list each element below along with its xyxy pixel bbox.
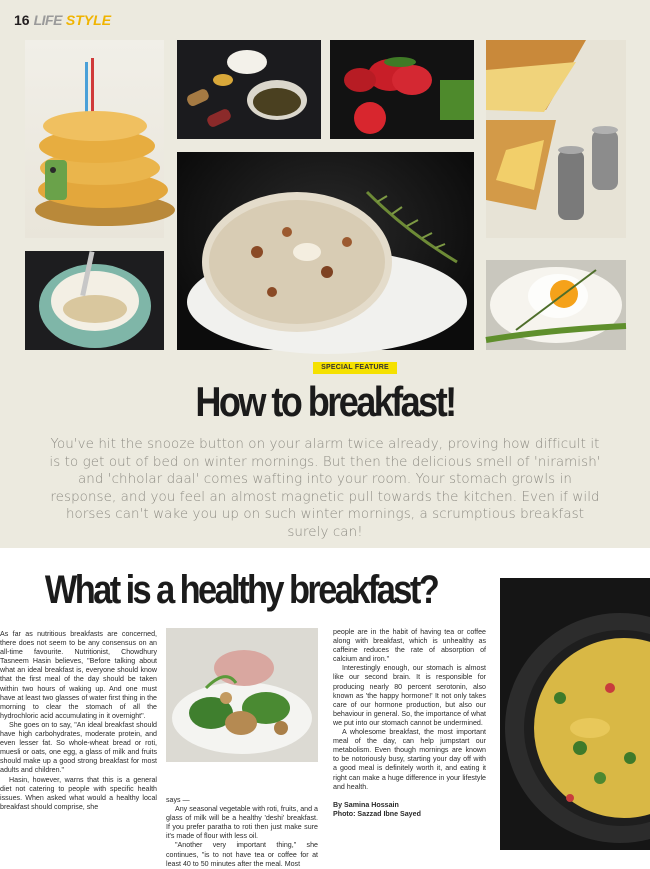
fried-egg-photo bbox=[486, 260, 626, 350]
feature-intro: You've hit the snooze button on your alarm twice already, proving how difficult it is to get out of bed on winter mornings. But then the delicious smell of 'niramish' and 'chholar daal' comes wafting into your room. Your stomach growls in response, and you feel an almost magnetic pull towards the kitchen. Even if wild horses can't wake you up on such winter mornings, a scrumptious breakfast surely can! bbox=[49, 437, 601, 540]
paragraph: Any seasonal vegetable with roti, fruits, and a glass of milk will be a healthy 'deshi' breakfast. If you prefer paratha to roti then just make sure it's made of flour with less oil. bbox=[166, 805, 318, 841]
pancake-stack-photo bbox=[25, 40, 164, 238]
paragraph: As far as nutritious breakfasts are concerned, there does not seem to be any consensus on an all-time favourite. Nutritionist, Chowdhury Tasneem Hasin believes, "Before talking about what an ideal breakfast is, everyone should know that the first meal of the day should be taken within two hours of waking up. And one must have at least two glasses of water first thing in the morning to clear the stomach of all the hydrochloric acid accumulating in it overnight". bbox=[0, 630, 157, 720]
section-name-life: LIFE bbox=[33, 12, 62, 28]
paragraph: Interestingly enough, our stomach is almost like our second brain. It is responsible for producing nearly 80 percent serotonin, also known as 'the happy hormone!' It not only takes care of our hormone production, but also our behaviour in general. So, the importance of what we put into our stomach cannot be undermined. bbox=[333, 664, 486, 727]
paragraph: Hasin, however, warns that this is a general diet not catering to people with specific health issues. When asked what would a healthy local breakfast should comprise, she bbox=[0, 775, 157, 811]
article-column-3 bbox=[333, 628, 486, 819]
strawberries-photo bbox=[330, 40, 474, 139]
spice-scoops-photo bbox=[177, 40, 321, 139]
paragraph: people are in the habit of having tea or coffee along with breakfast, which is unhealthy as caffeine reduces the rate of absorption of calcium and iron." bbox=[333, 628, 486, 664]
page-header bbox=[14, 12, 111, 28]
feature-title: How to breakfast! bbox=[195, 378, 455, 425]
paragraph: A wholesome breakfast, the most important meal of the day, can help jumpstart our metabolism. Even though mornings are known to be notoriously busy, starting your day off with a good meal is definitely worth it, and eating it right can make a huge difference in your lifestyle and health. bbox=[333, 728, 486, 791]
section-name-style: STYLE bbox=[65, 12, 112, 28]
page-number: 16 bbox=[14, 12, 30, 28]
section-badge: SPECIAL FEATURE bbox=[313, 362, 397, 374]
article-column-1 bbox=[0, 630, 157, 812]
byline: By Samina Hossain bbox=[333, 800, 399, 809]
frittata-pan-photo bbox=[500, 578, 650, 850]
photo-credit: Photo: Sazzad Ibne Sayed bbox=[333, 809, 421, 818]
article-title: What is a healthy breakfast? bbox=[44, 568, 438, 612]
stir-fry-photo bbox=[166, 628, 318, 762]
grilled-sandwich-photo bbox=[486, 40, 626, 238]
paragraph: says — bbox=[166, 796, 190, 804]
paragraph: "Another very important thing," she continues, "is to not have tea or coffee for at least 40 to 50 minutes after the meal. Most bbox=[166, 841, 318, 868]
article-column-2 bbox=[166, 796, 318, 869]
paragraph: She goes on to say, "An ideal breakfast should have high carbohydrates, moderate protein, and even lesser fat. So whole-wheat bread or roti, muesli or oats, one egg, a glass of milk and fruits should make up a good strong breakfast for most adults and children." bbox=[0, 720, 157, 775]
muesli-bowl-photo bbox=[25, 251, 164, 350]
spiced-rice-photo bbox=[177, 152, 474, 350]
